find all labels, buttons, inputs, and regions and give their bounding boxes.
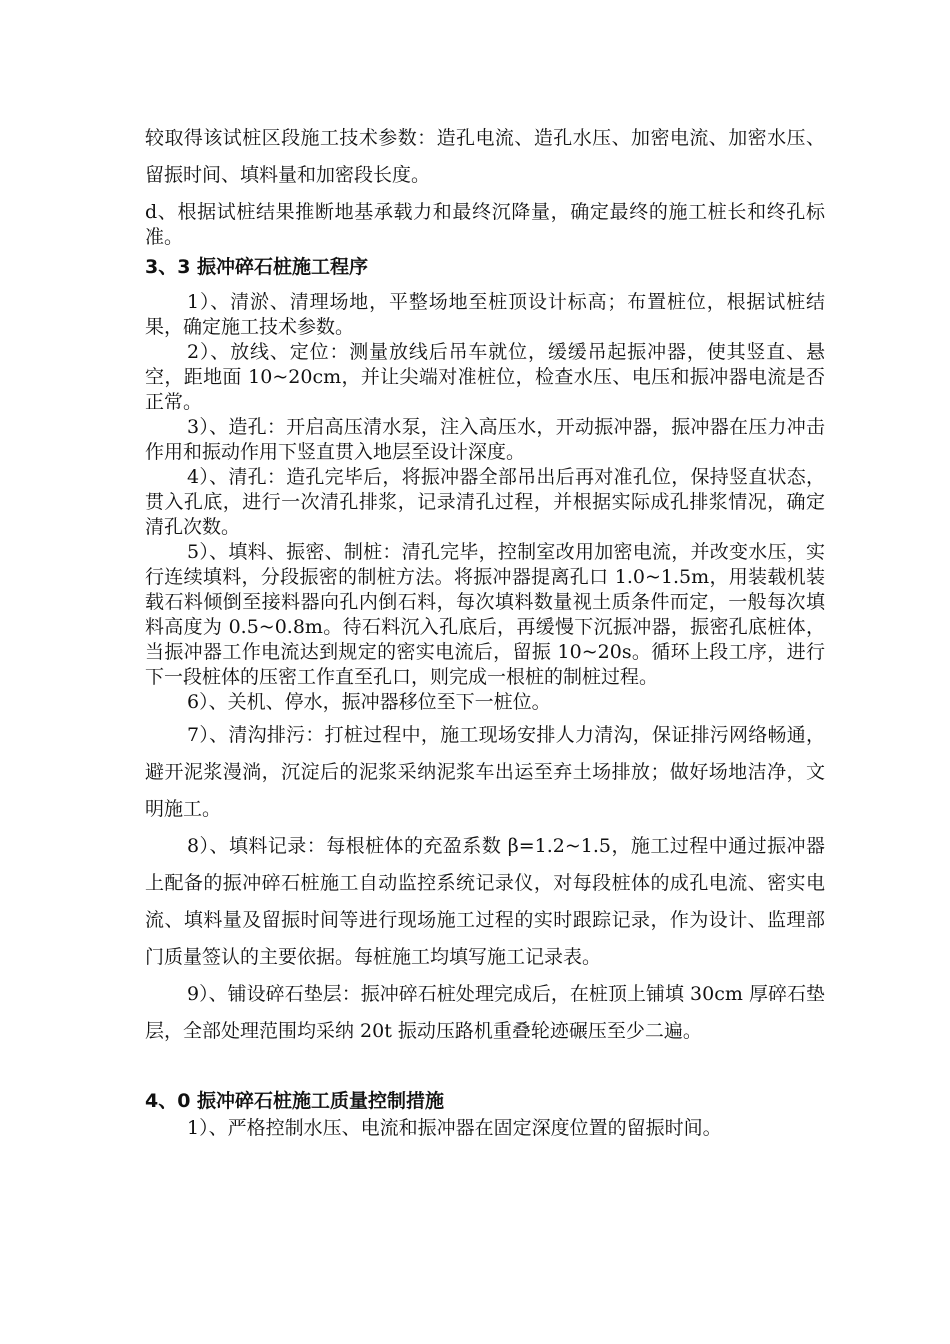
step-5: 5）、填料、振密、制桩：清孔完毕，控制室改用加密电流，并改变水压，实行连续填料，分段振密的制桩方法。将振冲器提离孔口 1.0~1.5m，用装载机装载石料倾倒至接料器向孔内倒石料，每次填料数量视土质条件而定，一般每次填料高度为 0.5~0.8m。待石料沉入孔底后，再缓慢下沉振冲器，振密孔底桩体，当振冲器工作电流达到规定的密实电流后，留振 10~20s。循环上段工序，进行下一段桩体的压密工作直至孔口，则完成一根桩的制桩过程。 bbox=[145, 541, 825, 688]
heading-section-3-3: 3、3 振冲碎石桩施工程序 bbox=[145, 256, 369, 278]
document-page bbox=[145, 120, 825, 1141]
heading-section-4-0: 4、0 振冲碎石桩施工质量控制措施 bbox=[145, 1090, 445, 1112]
paragraph-trial-conclusion: d、根据试桩结果推断地基承载力和最终沉降量，确定最终的施工桩长和终孔标准。 bbox=[145, 201, 825, 248]
quality-step-1: 1）、严格控制水压、电流和振冲器在固定深度位置的留振时间。 bbox=[187, 1117, 722, 1139]
step-4: 4）、清孔：造孔完毕后，将振冲器全部吊出后再对准孔位，保持竖直状态，贯入孔底，进行一次清孔排浆，记录清孔过程，并根据实际成孔排浆情况，确定清孔次数。 bbox=[145, 466, 825, 538]
step-1: 1）、清淤、清理场地，平整场地至桩顶设计标高；布置桩位，根据试桩结果，确定施工技术参数。 bbox=[145, 291, 825, 338]
step-9: 9）、铺设碎石垫层：振冲碎石桩处理完成后，在桩顶上铺填 30cm 厚碎石垫层，全部处理范围均采纳 20t 振动压路机重叠轮迹碾压至少二遍。 bbox=[145, 983, 825, 1042]
step-8: 8）、填料记录：每根桩体的充盈系数 β=1.2~1.5，施工过程中通过振冲器上配备的振冲碎石桩施工自动监控系统记录仪，对每段桩体的成孔电流、密实电流、填料量及留振时间等进行现场施工过程的实时跟踪记录，作为设计、监理部门质量签认的主要依据。每桩施工均填写施工记录表。 bbox=[145, 835, 825, 968]
paragraph-trial-parameters: 较取得该试桩区段施工技术参数：造孔电流、造孔水压、加密电流、加密水压、留振时间、填料量和加密段长度。 bbox=[145, 127, 825, 186]
step-6: 6）、关机、停水，振冲器移位至下一桩位。 bbox=[187, 691, 551, 713]
step-2: 2）、放线、定位：测量放线后吊车就位，缓缓吊起振冲器，使其竖直、悬空，距地面 10~20cm，并让尖端对准桩位，检查水压、电压和振冲器电流是否正常。 bbox=[145, 341, 825, 413]
step-3: 3）、造孔：开启高压清水泵，注入高压水，开动振冲器，振冲器在压力冲击作用和振动作用下竖直贯入地层至设计深度。 bbox=[145, 416, 825, 463]
step-7: 7）、清沟排污：打桩过程中，施工现场安排人力清沟，保证排污网络畅通，避开泥浆漫淌，沉淀后的泥浆采纳泥浆车出运至弃土场排放；做好场地洁净，文明施工。 bbox=[145, 724, 825, 820]
